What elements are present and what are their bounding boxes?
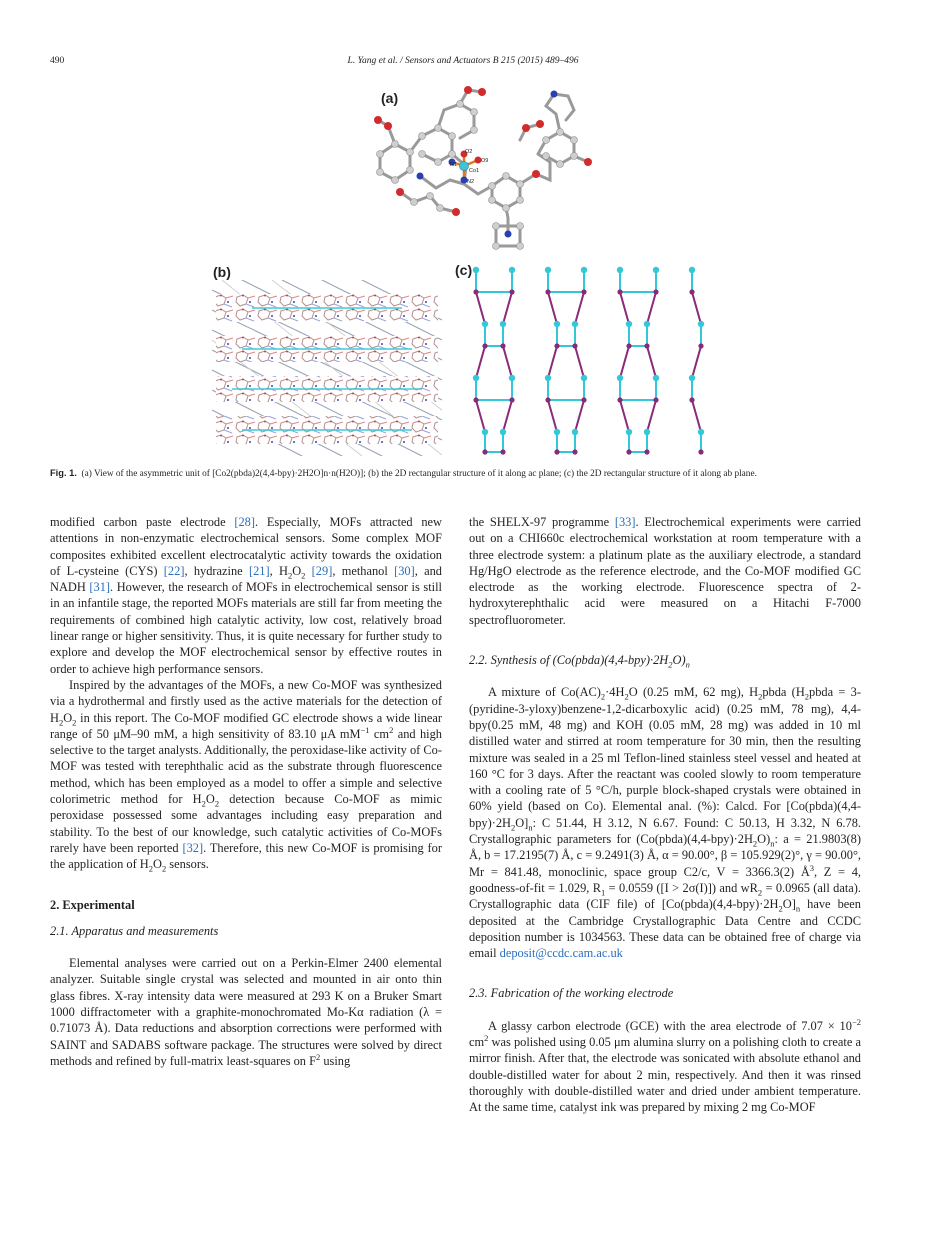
network-node [482,321,488,327]
network-node [482,449,487,454]
network-link [575,292,584,324]
network-node [689,375,695,381]
paragraph: the SHELX-97 programme [33]. Electrochemical experiments were carried out on a CHI660c electrochemical workstation at room temperature with a three electrode system: a platinum plate as the auxiliary electrode, a standard Hg/HgO electrode as the reference electrode, and the Co-MOF modified GC electrode as the working electrode. Fluorescence spectra of 2-hydroxyterephthalic acid were measured on a Hitachi F-7000 spectrofluorometer. [469,515,861,627]
network-node [554,449,559,454]
figure-panel-c-network [466,262,706,458]
page-number: 490 [50,56,65,66]
network-node [482,429,488,435]
network-node [509,375,515,381]
citation-link[interactable]: [28] [234,515,255,529]
network-node [500,429,506,435]
network-node [545,397,550,402]
network-node [473,397,478,402]
paragraph: A glassy carbon electrode (GCE) with the area electrode of $7.07 \times 10^{-2}$ $cm^2$ was polished using 0.05 μm alumina slurry on a polishing cloth to create a mirror finish. After that, the electrode was sonicated with absolute ethanol and double-distilled water for about 2 min, respectively. And then it was rinsed thoroughly with double-distilled water and dried under ambient temperature. At the same time, catalyst ink was prepared by mixing 2 mg Co-MOF [469,1016,861,1115]
network-node [653,397,658,402]
network-node [644,321,650,327]
panel-a-label: (a) [381,90,399,106]
network-node [509,397,514,402]
figure-caption [50,467,866,481]
label-o9: O9 [481,158,489,164]
network-node [509,289,514,294]
network-link [647,346,656,378]
network-node [626,429,632,435]
section-heading: 2. Experimental [50,897,135,912]
network-node [473,375,479,381]
network-node [698,429,704,435]
network-link [476,292,485,324]
network-node [473,289,478,294]
network-link [620,400,629,432]
network-node [653,375,659,381]
network-node [698,449,703,454]
label-n1: N1 [450,162,458,168]
network-node [482,343,487,348]
network-node [545,375,551,381]
citation-link[interactable]: [29] [311,563,333,578]
network-link [692,400,701,432]
network-node [644,429,650,435]
network-node [572,343,577,348]
network-node [689,267,695,273]
left-column [50,514,442,1069]
network-link [503,292,512,324]
panel-c-label: (c) [455,262,473,278]
network-link [647,292,656,324]
network-link [620,292,629,324]
caption-text: (a) View of the asymmetric unit of [Co2(pbda)2(4,4-bpy)·2H2O]n·n(H2O)]; (b) the 2D rectangular structure of it along ac plane; (c) the 2D rectangular structure of it along ab plane. [81,469,757,479]
network-node [653,267,659,273]
citation-link[interactable]: [21] [248,563,270,578]
network-node [617,375,623,381]
network-node [689,397,694,402]
subsection-heading: 2.1. Apparatus and measurements [50,923,219,938]
network-node [572,429,578,435]
network-node [581,267,587,273]
label-n2: N2 [467,179,475,185]
network-node [698,321,704,327]
right-column [469,514,861,1116]
network-node [545,267,551,273]
network-node [581,289,586,294]
network-node [554,429,560,435]
network-node [554,343,559,348]
network-link [548,400,557,432]
citation-link[interactable]: [33] [614,515,636,529]
network-node [500,449,505,454]
network-link [548,346,557,378]
panel-b-label: (b) [213,264,231,280]
network-node [509,267,515,273]
paragraph: Elemental analyses were carried out on a Perkin-Elmer 2400 elemental analyzer. Suitable single crystal was selected and mounted in air onto thin glass fibres. X-ray intensity data were measured at 293 K on a Bruker Smart 1000 diffractometer with a graphite-monochromated Mo-Kα radiation (λ = 0.71073 Å). Data reductions and absorption corrections were performed with SAINT and SADABS software package. The structures were solved by direct methods and refined by full-matrix least-squares on $F^2$ using [50,956,442,1068]
citation-link[interactable]: [31] [89,580,111,595]
label-co1: Co1 [469,168,480,174]
network-node [572,321,578,327]
network-node [500,321,506,327]
network-node [644,449,649,454]
caption-label: Fig. 1. [50,468,77,478]
network-link [503,346,512,378]
network-node [689,289,694,294]
network-link [620,346,629,378]
network-node [572,449,577,454]
network-link [692,292,701,324]
label-o2: O2 [465,149,473,155]
network-node [545,289,550,294]
network-node [617,397,622,402]
paragraph: A mixture of $Co(AC)_2\cdot 4H_2O$ (0.25 mM, 62 mg), $H_2pbda$ ($H_2pbda$ = 3-(pyridine-3-yloxy)benzene-1,2-dicarboxylic acid) (0.25 mM, 78 mg), 4,4-bpy(0.25 mM, 48 mg) and KOH (0.05 mM, 28 mg) was added in 10 ml distilled water and stirred at room temperature for 30 min, then the resulting mixture was sealed in a 25 ml Teflon-lined stainless steel vessel and heated at 160 °C for 3 days. After the reactant was cooled slowly to room temperature with a cooling rate of 5 °C/h, purple block-shaped crystals were obtained in 60% yield (based on Co). Elemental anal. (%): Calcd. For $[Co(pbda)(4,4-bpy)\cdot 2H_2O]_n$: C 51.44, H 3.12, N 6.67. Found: C 50.13, H 3.32, N 6.78. Crystallographic parameters for $(Co(pbda)(4,4-bpy)\cdot 2H_2O)_n$: a = 21.9803(8) Å, b = 17.2195(7) Å, c = 9.2491(3) Å, α = 90.00°, β = 105.929(2)°, γ = 90.00°, Mr = 841.48, monoclinic, space group C2/c, V = 3366.3(2) $Å^3$, Z = 4, goodness-of-fit = 1.029, $R_1 = 0.0559$ ([I > 2σ(I)]) and $wR_2 = 0.0965$ (all data). Crystallographic data (CIF file) of $[Co(pbda)(4,4-bpy)\cdot 2H_2O]_n$ have been deposited at the Cambridge Crystallographic Data Centre and CCDC deposition number is 1034563. These data can be obtained free of charge via email deposit@ccdc.cam.ac.uk [469,685,861,961]
network-link [548,292,557,324]
running-title: L. Yang et al. / Sensors and Actuators B 215 (2015) 489–496 [347,56,579,66]
network-node [581,397,586,402]
network-node [644,343,649,348]
subsection-heading: 2.3. Fabrication of the working electrode [469,986,674,1001]
network-node [626,321,632,327]
network-node [653,289,658,294]
network-link [692,346,701,378]
network-node [473,267,479,273]
network-link [476,400,485,432]
paragraph: Inspired by the advantages of the MOFs, a new Co-MOF was synthesized via a hydrothermal and firstly used as the active materials for the detection of $H_2O_2$ in this report. The Co-MOF modified GC electrode shows a wide linear range of 50 μM–90 mM, a high sensitivity of 83.10 μA $mM^{-1}$ $cm^2$ and high selective to the target analysts. Additionally, the peroxidase-like activity of Co-MOF was tested with terephthalic acid as the substrate through fluorescence method, which has been employed as a model to offer a simple and selective colorimetric method for $H_2O_2$ detection because Co-MOF as mimic peroxidase possessed some advantages including easy preparation and stability. To the best of our knowledge, such catalytic activities of Co-MOFs rarely have been reported [32]. Therefore, this new Co-MOF is promising for the application of $H_2O_2$ sensors. [50,677,443,874]
network-link [476,346,485,378]
network-node [626,343,631,348]
citation-link[interactable]: [32] [182,840,204,855]
paragraph: modified carbon paste electrode [28]. Especially, MOFs attracted new attentions in non-enzymatic electrochemical sensors. Some complex MOF composites exhibited excellent electrocatalytic activity towards the oxidation of L-cysteine (CYS) [22], hydrazine [21], $H_2O_2$ [29], methanol [30], and NADH [31]. However, the research of MOFs in electrochemical sensor is still in an infantile stage, the reported MOFs materials are still far from meeting the requirements of combined high catalytic activity, low cost, relatively broad linear range or higher sensitivity. Thus, it is quite necessary for further study to explore and develop the MOF electrochemical sensor by effective routes in order to achieve high performance sensors. [50,515,443,676]
network-node [554,321,560,327]
network-link [503,400,512,432]
network-node [617,267,623,273]
network-node [581,375,587,381]
figure-panel-b-packing [212,280,442,456]
citation-link[interactable]: [22] [163,563,185,578]
subsection-heading: 2.2. Synthesis of $(Co(pbda)(4,4-bpy)\cdot 2H_2O)_n$ [469,653,690,670]
network-link [647,400,656,432]
citation-link[interactable]: [30] [394,563,415,578]
network-node [626,449,631,454]
network-node [617,289,622,294]
figure-panel-a-molecule [360,84,600,250]
network-node [698,343,703,348]
network-link [575,400,584,432]
network-link [575,346,584,378]
network-node [500,343,505,348]
email-link[interactable]: deposit@ccdc.cam.ac.uk [499,946,623,961]
